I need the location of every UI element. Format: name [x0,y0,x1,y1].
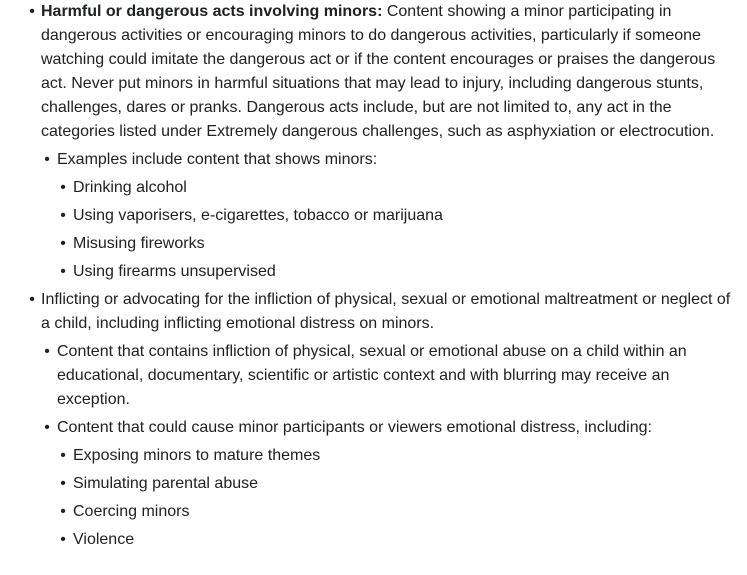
bullet-marker: • [60,447,66,464]
list-item-text: Misusing fireworks [73,235,205,252]
list-item-text: Content showing a minor participating in dangerous activities or encouraging minors to do dangerous activities, particularly if someone watching could imitate the dangerous act or if the content encourages or praises the dangerous act. Never put minors in harmful situations that may lead to injury, including dangerous stunts, challenges, dares or pranks. Dangerous acts include, but are not limited to, any act in the categories listed under Extremely dangerous challenges, such as asphyxiation or electrocution. [41,3,716,140]
list-item [57,176,733,200]
list-item-text: Coercing minors [73,503,190,520]
list-item [41,416,733,552]
sub-list [41,148,733,284]
list-item [57,260,733,284]
list-item-text: Exposing minors to mature themes [73,447,321,464]
list-item-text: Simulating parental abuse [73,475,259,492]
list-item-text: Drinking alcohol [73,179,187,196]
list-item [41,148,733,284]
bullet-marker: • [60,235,66,252]
bullet-marker: • [44,151,50,168]
list-item [0,0,733,284]
bullet-marker: • [60,179,66,196]
bullet-marker: • [44,343,50,360]
list-item [57,528,733,552]
list-item [0,288,733,552]
bullet-marker: • [60,503,66,520]
list-item-text: Inflicting or advocating for the infliction of physical, sexual or emotional maltreatment or neglect of a child, including inflicting emotional distress on minors. [41,291,731,332]
list-item-text: Content that could cause minor participants or viewers emotional distress, including: [57,419,652,436]
sub-list [41,340,733,552]
list-item [57,232,733,256]
bullet-marker: • [60,207,66,224]
list-item-text: Using vaporisers, e-cigarettes, tobacco or marijuana [73,207,443,224]
list-item-heading: Harmful or dangerous acts involving minors: [41,3,383,20]
list-item-text: Content that contains infliction of physical, sexual or emotional abuse on a child within an educational, documentary, scientific or artistic context and with blurring may receive an exception. [57,343,687,408]
bullet-marker: • [60,531,66,548]
bullet-marker: • [60,263,66,280]
list-item [57,472,733,496]
list-item [57,204,733,228]
sub-list [57,444,733,552]
bullet-marker: • [60,475,66,492]
list-item-text: Using firearms unsupervised [73,263,276,280]
list-item-text: Examples include content that shows minors: [57,151,378,168]
bullet-marker: • [29,291,35,308]
sub-list [57,176,733,284]
list-item [41,340,733,412]
bullet-marker: • [44,419,50,436]
bullet-marker: • [29,3,35,20]
list-item [57,500,733,524]
list-item-text: Violence [73,531,135,548]
list-item [57,444,733,468]
